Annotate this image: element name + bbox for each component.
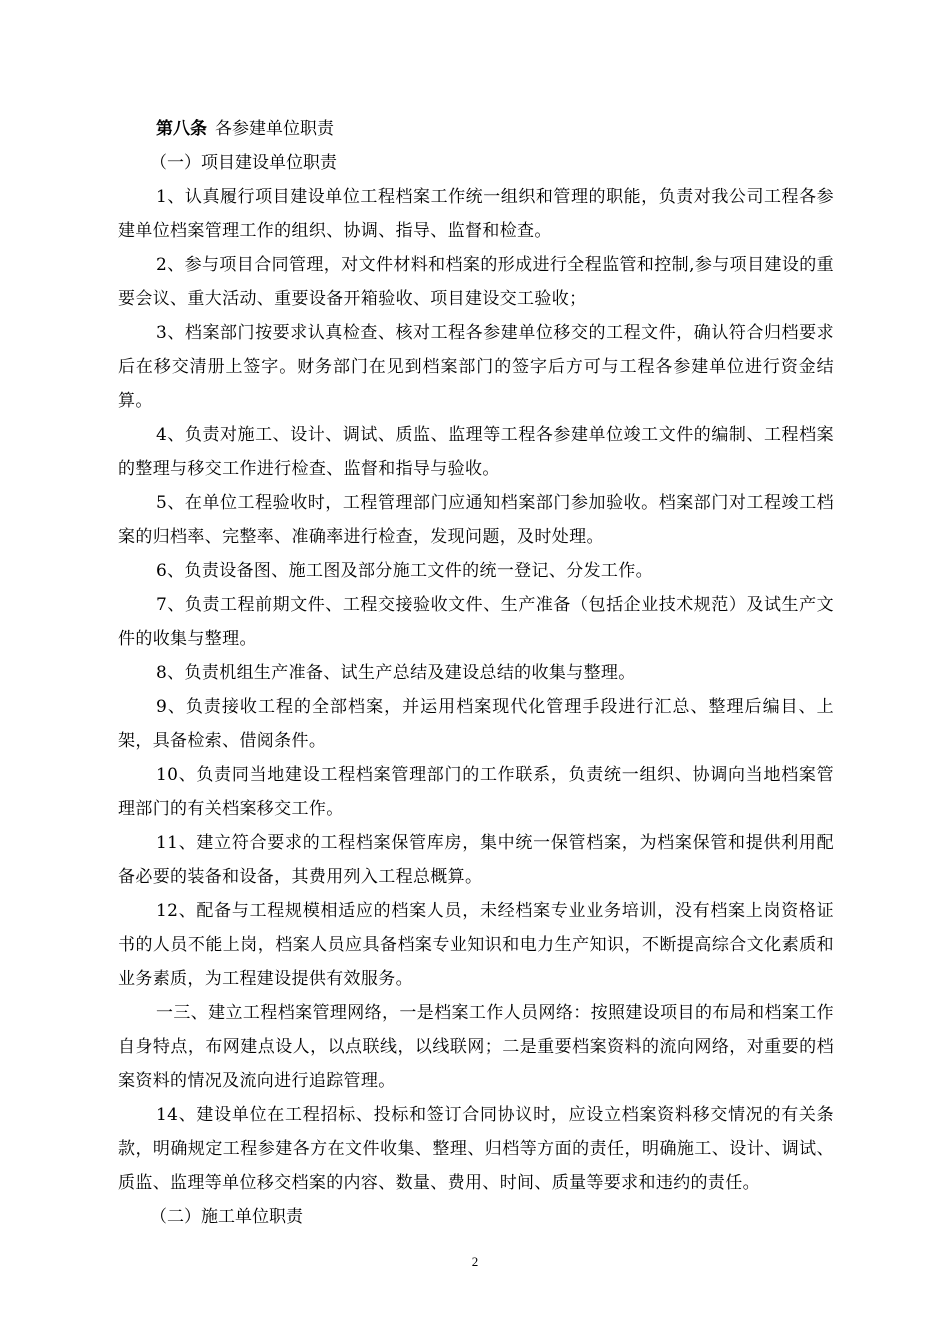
paragraph: 6、负责设备图、施工图及部分施工文件的统一登记、分发工作。 — [156, 561, 653, 581]
paragraph: 8、负责机组生产准备、试生产总结及建设总结的收集与整理。 — [156, 663, 636, 683]
article-heading — [118, 112, 834, 146]
article-number: 第八条 — [156, 119, 207, 139]
paragraph: 10、负责同当地建设工程档案管理部门的工作联系，负责统一组织、协调向当地档案管理部门的有关档案移交工作。 — [118, 765, 834, 819]
section-heading-1: （一）项目建设单位职责 — [150, 153, 337, 173]
paragraph: 4、负责对施工、设计、调试、质监、监理等工程各参建单位竣工文件的编制、工程档案的整理与移交工作进行检查、监督和指导与验收。 — [118, 425, 834, 479]
paragraph: 14、建设单位在工程招标、投标和签订合同协议时，应设立档案资料移交情况的有关条款，明确规定工程参建各方在文件收集、整理、归档等方面的责任，明确施工、设计、调试、质监、监理等单位移交档案的内容、数量、费用、时间、质量等要求和违约的责任。 — [118, 1105, 834, 1193]
paragraph: 5、在单位工程验收时，工程管理部门应通知档案部门参加验收。档案部门对工程竣工档案的归档率、完整率、准确率进行检查，发现问题，及时处理。 — [118, 493, 834, 547]
paragraph: 一三、建立工程档案管理网络，一是档案工作人员网络：按照建设项目的布局和档案工作自身特点，布网建点设人，以点联线，以线联网；二是重要档案资料的流向网络，对重要的档案资料的情况及流向进行追踪管理。 — [118, 1003, 834, 1091]
paragraph: 9、负责接收工程的全部档案，并运用档案现代化管理手段进行汇总、整理后编目、上架，具备检索、借阅条件。 — [118, 697, 834, 751]
article-title: 各参建单位职责 — [215, 119, 334, 139]
document-page — [118, 112, 834, 1234]
section-heading-2: （二）施工单位职责 — [150, 1207, 303, 1227]
page-number: 2 — [471, 1254, 479, 1269]
paragraph: 12、配备与工程规模相适应的档案人员，未经档案专业业务培训，没有档案上岗资格证书的人员不能上岗，档案人员应具备档案专业知识和电力生产知识，不断提高综合文化素质和业务素质，为工程建设提供有效服务。 — [118, 901, 834, 989]
paragraph: 2、参与项目合同管理，对文件材料和档案的形成进行全程监管和控制,参与项目建设的重要会议、重大活动、重要设备开箱验收、项目建设交工验收； — [118, 255, 834, 309]
paragraph: 11、建立符合要求的工程档案保管库房，集中统一保管档案，为档案保管和提供利用配备必要的装备和设备，其费用列入工程总概算。 — [118, 833, 834, 887]
paragraph: 1、认真履行项目建设单位工程档案工作统一组织和管理的职能，负责对我公司工程各参建单位档案管理工作的组织、协调、指导、监督和检查。 — [118, 187, 834, 241]
paragraph: 3、档案部门按要求认真检查、核对工程各参建单位移交的工程文件，确认符合归档要求后在移交清册上签字。财务部门在见到档案部门的签字后方可与工程各参建单位进行资金结算。 — [118, 323, 834, 411]
paragraph: 7、负责工程前期文件、工程交接验收文件、生产准备（包括企业技术规范）及试生产文件的收集与整理。 — [118, 595, 834, 649]
